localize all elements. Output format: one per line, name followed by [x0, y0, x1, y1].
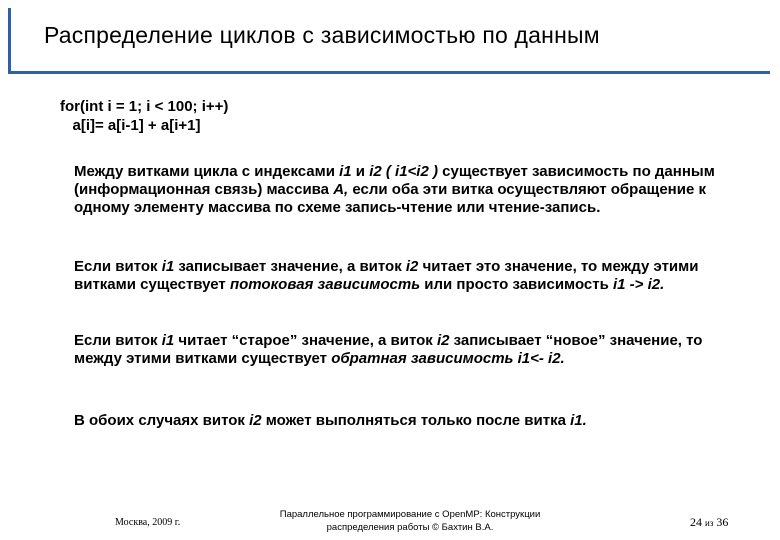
footer-location-date: Москва, 2009 г. — [115, 517, 181, 528]
paragraph-conclusion: В обоих случаях виток i2 может выполняться только после витка i1. — [74, 412, 587, 429]
paragraph-dependency-definition: Между витками цикла с индексами i1 и i2 ( i1<i2 ) существует зависимость по данным (информационная связь) массива A, если оба эти витка осуществляют обращение к одному элементу массива по схеме запись-чтение или чтение-запись. — [74, 163, 715, 216]
paragraph-flow-dependency: Если виток i1 записывает значение, а виток i2 читает это значение, то между этими витками существует потоковая зависимость или просто зависимость i1 -> i2. — [74, 258, 699, 293]
code-snippet — [60, 97, 228, 135]
footer-course-title: Параллельное программирование с OpenMP: Конструкции распределения работы © Бахтин В.А. — [279, 509, 541, 533]
code-line-2: a[i]= a[i-1] + a[i+1] — [60, 117, 201, 134]
slide-title: Распределение циклов с зависимостью по данным — [44, 22, 600, 48]
page-number: 24 из 36 — [690, 515, 729, 529]
code-line-1: for(int i = 1; i < 100; i++) — [60, 98, 229, 115]
paragraph-anti-dependency: Если виток i1 читает “старое” значение, а виток i2 записывает “новое” значение, то между этими витками существует обратная зависимость i1<- i2. — [74, 332, 703, 367]
